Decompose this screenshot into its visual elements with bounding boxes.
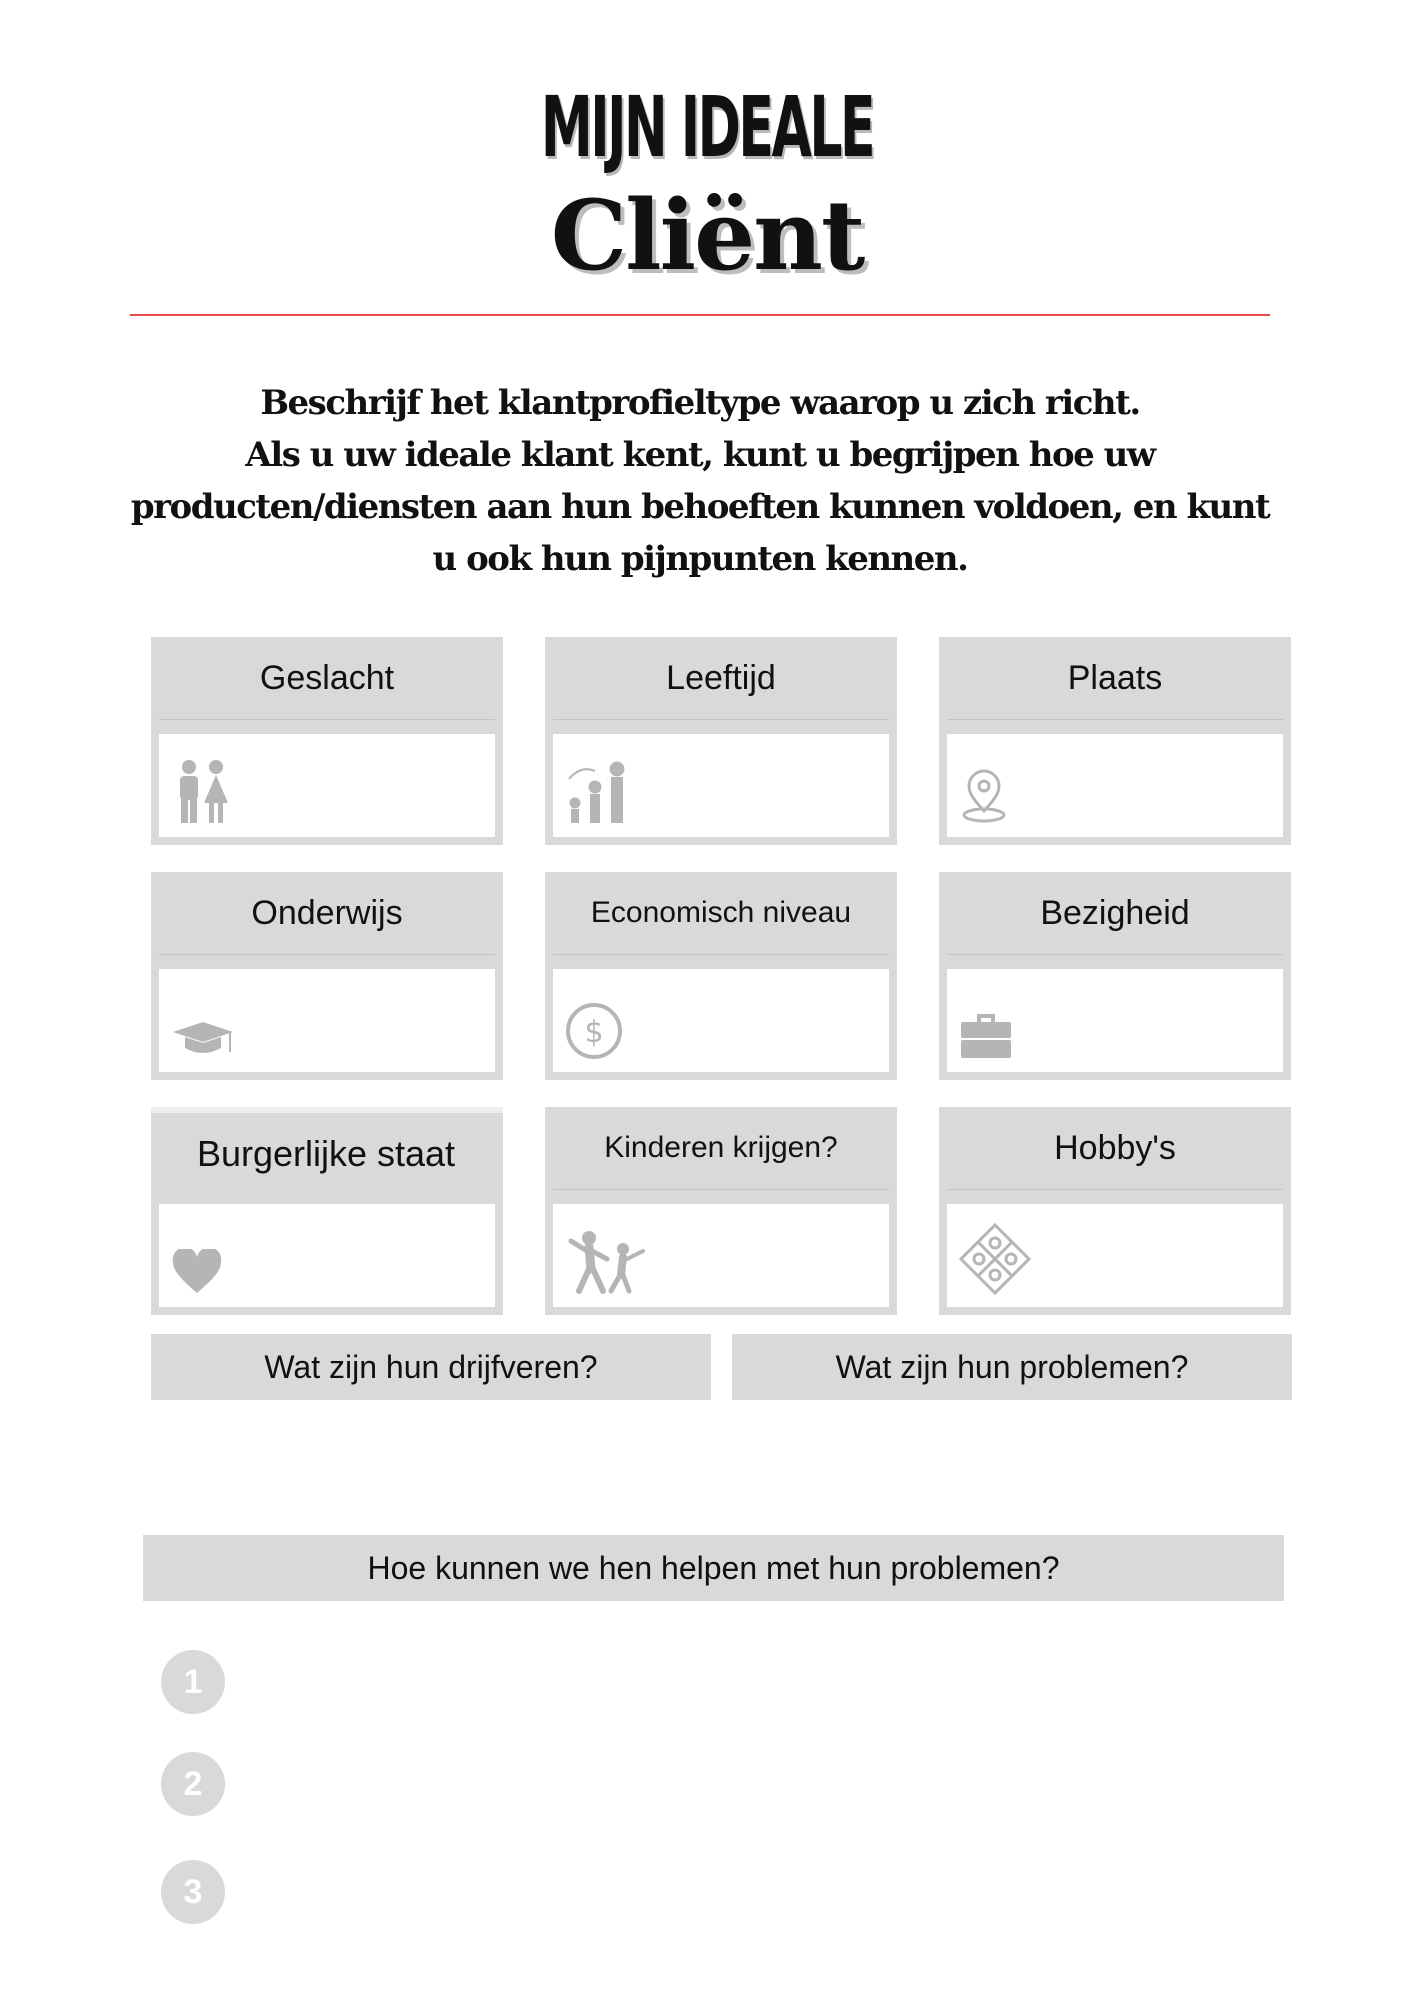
age-growth-icon xyxy=(565,759,631,825)
card-label: Onderwijs xyxy=(159,872,495,955)
heart-icon xyxy=(171,1249,223,1295)
card-burgerlijke-staat xyxy=(151,1107,503,1315)
drivers-question-bar: Wat zijn hun drijfveren? xyxy=(151,1334,711,1400)
card-label: Economisch niveau xyxy=(553,872,889,955)
card-bezigheid xyxy=(939,872,1291,1080)
card-plaats xyxy=(939,637,1291,845)
couple-icon xyxy=(171,759,235,825)
step-3-circle: 3 xyxy=(161,1860,225,1924)
playing-children-icon xyxy=(565,1229,649,1295)
intro-text xyxy=(120,377,1280,585)
card-input-area[interactable] xyxy=(947,1204,1283,1307)
card-label: Plaats xyxy=(947,637,1283,720)
card-input-area[interactable] xyxy=(947,969,1283,1072)
card-input-area[interactable] xyxy=(553,734,889,837)
card-economisch-niveau xyxy=(545,872,897,1080)
intro-line: u ook hun pijnpunten kennen. xyxy=(432,539,968,579)
card-label: Leeftijd xyxy=(553,637,889,720)
card-label: Kinderen krijgen? xyxy=(553,1107,889,1190)
step-2-circle: 2 xyxy=(161,1752,225,1816)
card-top-strip xyxy=(151,1107,503,1113)
location-pin-icon xyxy=(959,767,1009,825)
card-label: Hobby's xyxy=(947,1107,1283,1190)
card-input-area[interactable] xyxy=(159,1204,495,1307)
graduation-cap-icon xyxy=(171,1020,237,1060)
briefcase-icon xyxy=(959,1010,1013,1060)
help-question-bar: Hoe kunnen we hen helpen met hun problemen? xyxy=(143,1535,1284,1601)
hobbies-diamond-icon xyxy=(959,1223,1031,1295)
card-onderwijs xyxy=(151,872,503,1080)
intro-line: Beschrijf het klantprofieltype waarop u zich richt. xyxy=(260,383,1140,423)
title-line-1: MIJN IDEALE xyxy=(540,78,874,176)
card-input-area[interactable] xyxy=(553,1204,889,1307)
card-leeftijd xyxy=(545,637,897,845)
card-label: Geslacht xyxy=(159,637,495,720)
problems-question-bar: Wat zijn hun problemen? xyxy=(732,1334,1292,1400)
card-label: Bezigheid xyxy=(947,872,1283,955)
card-input-area[interactable] xyxy=(159,734,495,837)
card-geslacht xyxy=(151,637,503,845)
step-1-circle: 1 xyxy=(161,1650,225,1714)
card-label: Burgerlijke staat xyxy=(159,1121,493,1187)
card-kinderen-krijgen xyxy=(545,1107,897,1315)
title-line-2: Cliënt xyxy=(550,179,864,292)
card-hobbys xyxy=(939,1107,1291,1315)
card-input-area[interactable] xyxy=(553,969,889,1072)
intro-line: producten/diensten aan hun behoeften kunnen voldoen, en kunt xyxy=(130,487,1270,527)
card-input-area[interactable] xyxy=(947,734,1283,837)
red-divider xyxy=(130,314,1270,316)
svg-text:$: $ xyxy=(584,1015,604,1050)
card-input-area[interactable] xyxy=(159,969,495,1072)
dollar-coin-icon xyxy=(565,1002,623,1060)
intro-line: Als u uw ideale klant kent, kunt u begrijpen hoe uw xyxy=(245,435,1155,475)
